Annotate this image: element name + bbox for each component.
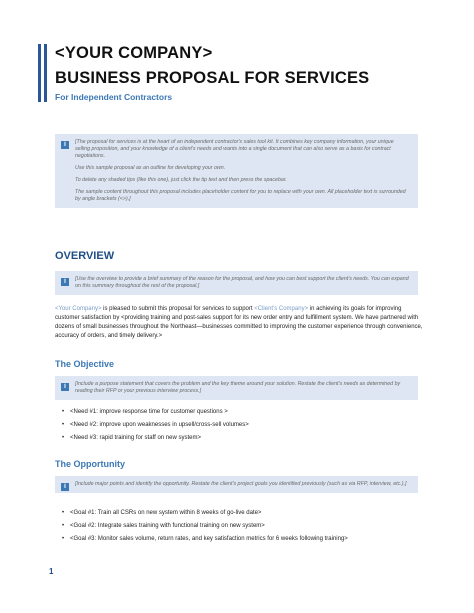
list-item: • <Need #2: improve upon weaknesses in upsell/cross-sell volumes> bbox=[62, 419, 249, 432]
overview-tip-text: [Use the overview to provide a brief summary of the reason for the proposal, and how you can best support the client's needs. You can expand on this summary throughout the rest of the proposal.] bbox=[75, 276, 409, 289]
opportunity-list bbox=[62, 507, 348, 546]
intro-tip-paragraph: To delete any shaded tips (like this one), just click the tip text and then press the spacebar. bbox=[75, 177, 287, 183]
intro-tip-box[interactable] bbox=[55, 134, 418, 208]
overview-text: is pleased to submit this proposal for services to support bbox=[101, 306, 255, 312]
info-icon: i bbox=[61, 278, 69, 286]
info-icon: i bbox=[61, 141, 69, 149]
objective-list bbox=[62, 406, 249, 445]
list-item: • <Need #1: improve response time for customer questions > bbox=[62, 406, 249, 419]
list-item: • <Goal #1: Train all CSRs on new system within 8 weeks of go-live date> bbox=[62, 507, 348, 520]
overview-heading: OVERVIEW bbox=[55, 250, 115, 262]
intro-tip-paragraph: Use this sample proposal as an outline for developing your own. bbox=[75, 165, 226, 171]
opportunity-tip-text: [Include major points and identify the opportunity. Restate the client's project goals you identified previously (such as via RFP, interview, etc.).] bbox=[75, 481, 407, 487]
list-item: • <Goal #2: Integrate sales training with functional training on new system> bbox=[62, 520, 348, 533]
objective-tip-text: [Include a purpose statement that covers the problem and the key theme around your solution. Restate the client's needs as determined by reading their RFP or your previous interview process.] bbox=[75, 381, 401, 394]
opportunity-tip-box[interactable] bbox=[55, 476, 418, 493]
info-icon: i bbox=[61, 483, 69, 491]
list-item: • <Goal #3: Monitor sales volume, return rates, and key satisfaction metrics for 6 weeks following training> bbox=[62, 533, 348, 546]
list-item: • <Need #3: rapid training for staff on new system> bbox=[62, 432, 249, 445]
overview-text: in achieving its goals for improving customer satisfaction by <providing training and post-sales support for its new order entry and fulfillment system. We have partnered with dozens of small businesses throughout the Northeast—businesses committed to improving the customer experience through convenience, accuracy of orders, and timely delivery.> bbox=[55, 306, 423, 339]
intro-tip-paragraph: The sample content throughout this proposal includes placeholder content for you to replace with your own. All placeholder text is surrounded by angle brackets (<>).] bbox=[75, 189, 406, 202]
intro-tip-paragraph: [The proposal for services is at the heart of an independent contractor's sales tool kit. It combines key company information, your unique selling proposition, and your knowledge of a client's needs and wants into a single document that can also serve as a basis for contract negotiations. bbox=[75, 139, 394, 159]
objective-heading: The Objective bbox=[55, 359, 115, 369]
opportunity-heading: The Opportunity bbox=[55, 459, 125, 469]
placeholder-client-company: <Client's Company> bbox=[254, 306, 309, 312]
accent-bar-right bbox=[44, 44, 47, 102]
title-accent-bars bbox=[38, 44, 49, 102]
overview-tip-box[interactable] bbox=[55, 271, 418, 295]
accent-bar-left bbox=[38, 44, 41, 102]
company-name: <YOUR COMPANY> bbox=[55, 44, 213, 62]
overview-body bbox=[55, 305, 425, 341]
document-subtitle: For Independent Contractors bbox=[55, 92, 173, 102]
objective-tip-box[interactable] bbox=[55, 376, 418, 400]
placeholder-your-company: <Your Company> bbox=[55, 306, 102, 312]
page-number: 1 bbox=[49, 567, 54, 576]
info-icon: i bbox=[61, 383, 69, 391]
document-title: BUSINESS PROPOSAL FOR SERVICES bbox=[55, 69, 370, 87]
